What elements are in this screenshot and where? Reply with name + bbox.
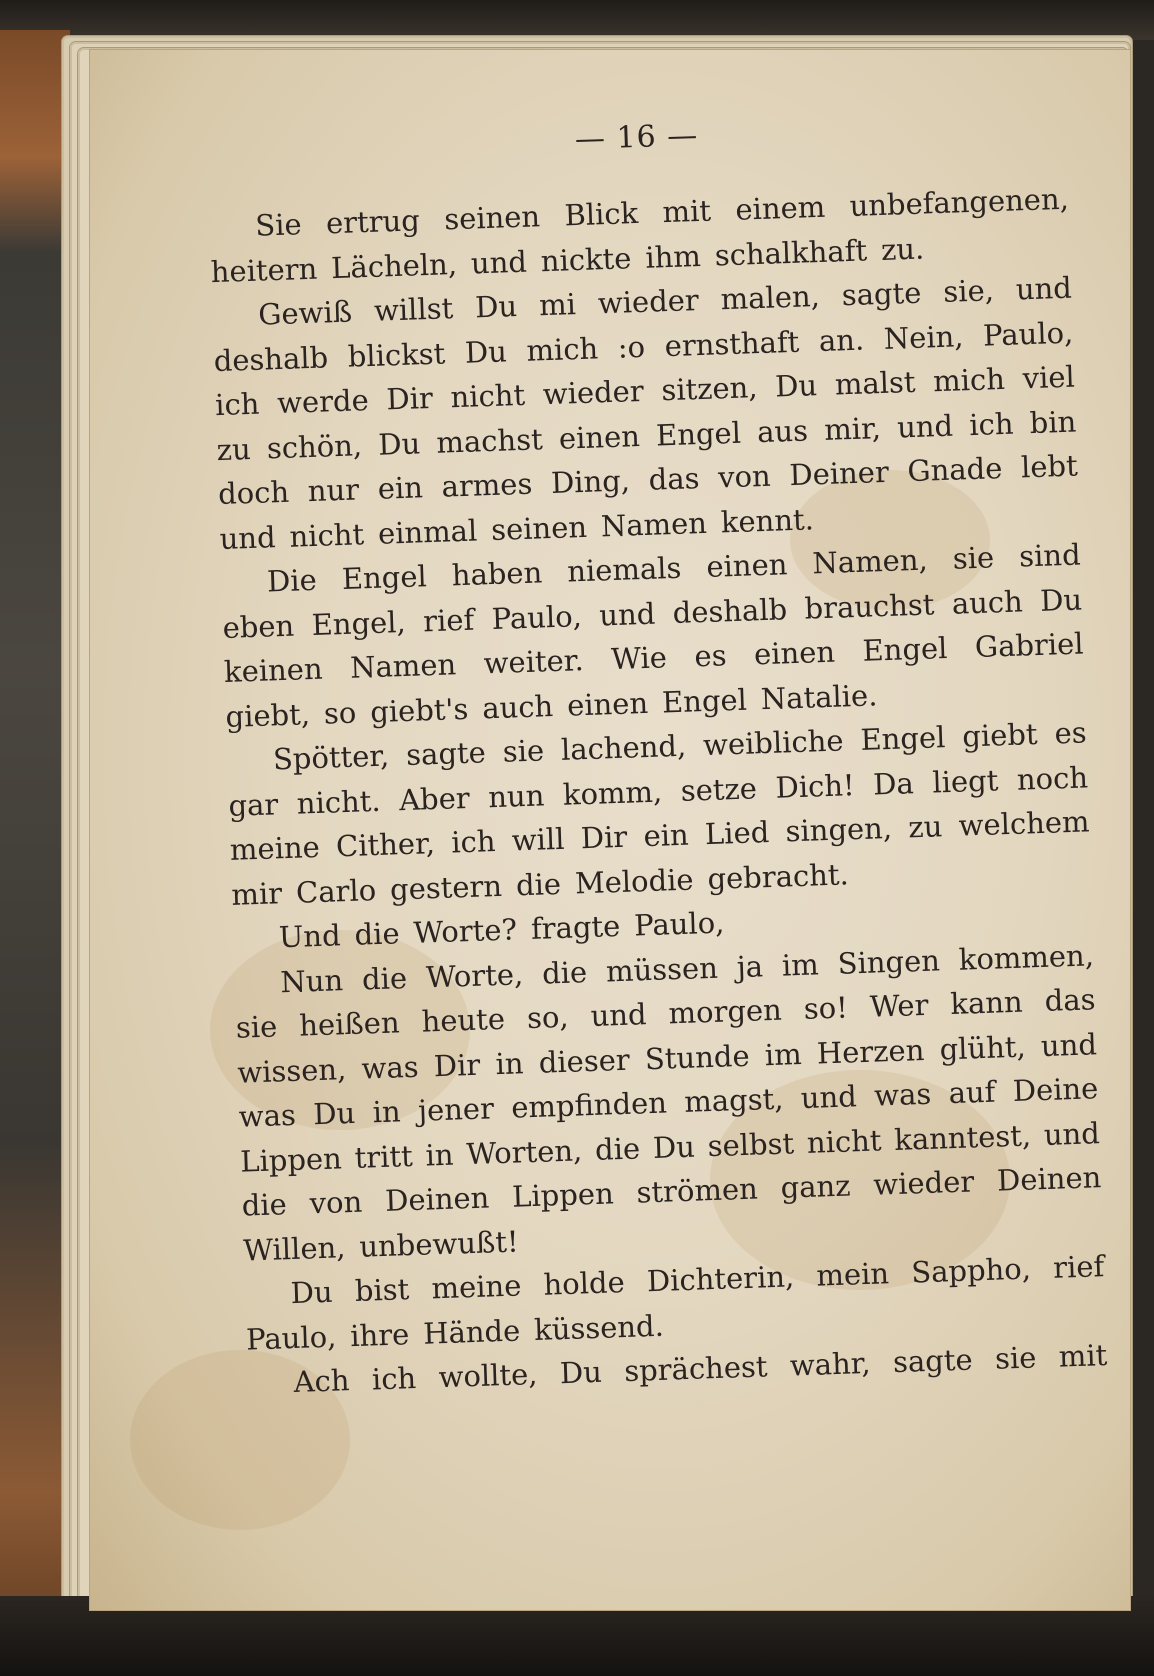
word: Paulo, bbox=[245, 1319, 337, 1357]
word: meine bbox=[430, 1268, 522, 1306]
word: Wer bbox=[869, 987, 929, 1024]
word: ein bbox=[642, 817, 690, 854]
word: Da bbox=[872, 765, 915, 801]
word: giebt, bbox=[224, 696, 311, 734]
word: mein bbox=[815, 1256, 890, 1293]
word: im bbox=[781, 946, 820, 983]
word: will bbox=[511, 821, 565, 858]
word: die bbox=[594, 1130, 641, 1167]
word: die bbox=[515, 866, 562, 902]
word: tritt bbox=[354, 1138, 414, 1175]
word: nicht bbox=[449, 377, 526, 415]
word: ernsthaft bbox=[664, 324, 800, 363]
word: Deiner bbox=[788, 454, 890, 493]
word: kanntest, bbox=[893, 1117, 1032, 1157]
word: Die bbox=[266, 562, 318, 599]
word: Dir bbox=[433, 1047, 481, 1083]
word: Engel, bbox=[311, 604, 407, 642]
word: sind bbox=[1018, 537, 1082, 574]
word: lebt bbox=[1020, 448, 1079, 485]
word: Worten, bbox=[465, 1132, 583, 1171]
word: selbst bbox=[707, 1125, 795, 1163]
word: im bbox=[764, 1036, 803, 1072]
word: bin bbox=[1029, 404, 1077, 440]
word: sitzen, bbox=[660, 370, 759, 408]
word: Namen bbox=[349, 647, 457, 685]
word: einen bbox=[566, 685, 649, 723]
word: Du bbox=[652, 1129, 696, 1165]
word: sagte bbox=[405, 735, 487, 772]
word: in bbox=[372, 1094, 402, 1130]
word: Deinen bbox=[384, 1180, 490, 1218]
word: Paulo, bbox=[633, 905, 725, 943]
word: liegt bbox=[931, 762, 999, 800]
word: Natalie. bbox=[760, 677, 878, 716]
word: das bbox=[1044, 982, 1096, 1018]
word: mit bbox=[662, 193, 712, 230]
word: magst, bbox=[683, 1081, 784, 1119]
word: Spötter, bbox=[272, 738, 390, 777]
word: schön, bbox=[266, 427, 363, 465]
word: einmal bbox=[377, 513, 478, 551]
word: Und bbox=[278, 918, 342, 955]
word: und bbox=[598, 596, 656, 632]
word: Hände bbox=[422, 1313, 521, 1351]
word: ich bbox=[371, 1360, 417, 1397]
word: von bbox=[309, 1184, 363, 1221]
word: Melodie bbox=[574, 862, 695, 900]
word: von bbox=[717, 458, 772, 495]
word: gebracht. bbox=[706, 856, 850, 896]
word: mir, bbox=[823, 410, 882, 447]
word: sagte bbox=[892, 1342, 974, 1380]
word: kennt. bbox=[720, 501, 815, 539]
word: giebt's bbox=[369, 691, 469, 729]
word: heißen bbox=[298, 1005, 401, 1043]
word: Engel bbox=[661, 682, 748, 719]
word: brauchst bbox=[803, 586, 935, 626]
word: nur bbox=[307, 472, 360, 509]
word: es bbox=[1053, 715, 1088, 751]
word: sagte bbox=[841, 275, 922, 313]
word: Dir bbox=[580, 819, 628, 856]
page-number: — 16 — bbox=[574, 117, 699, 158]
word: weiter. bbox=[483, 643, 585, 681]
word: einen bbox=[753, 634, 836, 672]
word: Aber bbox=[398, 780, 471, 817]
word: und bbox=[1015, 270, 1073, 307]
word: Dich! bbox=[774, 767, 856, 805]
text-lines bbox=[209, 177, 1108, 1406]
word: kann bbox=[949, 984, 1024, 1022]
word: Engel bbox=[859, 720, 946, 757]
word: Du bbox=[377, 425, 421, 462]
word: Du bbox=[559, 1354, 603, 1391]
word: Nun bbox=[279, 962, 344, 999]
word: bist bbox=[354, 1272, 410, 1308]
word: Engel bbox=[655, 415, 742, 452]
word: morgen bbox=[668, 992, 783, 1031]
word: gestern bbox=[389, 868, 503, 907]
word: sie bbox=[235, 1009, 278, 1045]
word: sie, bbox=[942, 273, 995, 309]
word: blickst bbox=[347, 335, 446, 374]
word: werde bbox=[276, 383, 370, 421]
word: seinen bbox=[443, 199, 541, 237]
word: Dir bbox=[385, 380, 434, 417]
word: haben bbox=[451, 555, 543, 593]
word: Dichterin, bbox=[646, 1259, 795, 1299]
word: wieder bbox=[597, 283, 700, 321]
word: Namen bbox=[600, 505, 708, 543]
word: auf bbox=[948, 1074, 996, 1111]
word: und bbox=[1040, 1026, 1098, 1063]
word: jener bbox=[417, 1091, 495, 1128]
word: das bbox=[648, 461, 700, 497]
word: ich bbox=[450, 824, 496, 860]
word: :o bbox=[617, 329, 646, 365]
word: holde bbox=[542, 1265, 626, 1302]
word: Lächeln, bbox=[330, 246, 458, 285]
word: Cither, bbox=[335, 826, 436, 864]
word: Lippen bbox=[239, 1140, 343, 1179]
word: Gewiß bbox=[257, 294, 353, 332]
word: in bbox=[494, 1045, 525, 1081]
word: Paulo, bbox=[491, 598, 583, 636]
word: willst bbox=[373, 291, 454, 328]
word: so! bbox=[803, 990, 849, 1026]
word: Gnade bbox=[906, 451, 1003, 489]
word: ja bbox=[736, 948, 764, 984]
word: zu bbox=[216, 431, 252, 467]
word: ich bbox=[968, 406, 1015, 442]
book-cover-top-edge bbox=[0, 0, 1154, 40]
word: glüht, bbox=[939, 1029, 1027, 1066]
word: einen bbox=[705, 547, 788, 584]
word: ich bbox=[214, 386, 260, 423]
word: wahr, bbox=[789, 1345, 872, 1383]
word: nun bbox=[487, 777, 545, 814]
word: keinen bbox=[223, 651, 324, 689]
word: Blick bbox=[563, 195, 639, 233]
word: gar bbox=[227, 786, 279, 823]
word: schalkhaft bbox=[714, 232, 868, 272]
word: mir bbox=[230, 875, 283, 912]
word: deshalb bbox=[213, 339, 329, 378]
word: was bbox=[238, 1097, 297, 1134]
word: deshalb bbox=[672, 591, 788, 630]
word: nicht. bbox=[296, 783, 382, 821]
page-text bbox=[206, 106, 1108, 1406]
word: Ach bbox=[293, 1363, 351, 1400]
word: ihre bbox=[349, 1316, 410, 1353]
word: wieder bbox=[542, 373, 645, 412]
word: Du bbox=[474, 289, 518, 325]
word: Deinen bbox=[996, 1160, 1102, 1198]
word: Wie bbox=[610, 640, 668, 677]
word: einen bbox=[558, 418, 641, 456]
word: Willen, bbox=[242, 1229, 346, 1268]
word: die bbox=[541, 954, 588, 991]
word: Engel bbox=[862, 630, 948, 668]
word: mi bbox=[538, 287, 577, 323]
word: und bbox=[896, 408, 954, 445]
word: müssen bbox=[605, 950, 719, 988]
word: Gabriel bbox=[974, 626, 1085, 665]
word: ertrug bbox=[325, 203, 421, 241]
word: heute bbox=[421, 1001, 506, 1039]
word: wollte, bbox=[438, 1356, 539, 1395]
word: und bbox=[470, 244, 528, 281]
word: in bbox=[424, 1137, 455, 1173]
word: komm, bbox=[562, 774, 663, 812]
word: mich bbox=[525, 330, 599, 368]
word: armes bbox=[441, 466, 533, 504]
word: Lied bbox=[704, 814, 770, 852]
book-page bbox=[90, 50, 1130, 1610]
word: lachend, bbox=[560, 728, 687, 767]
word: Singen bbox=[837, 942, 941, 981]
word: Nein, bbox=[883, 318, 964, 356]
word: unbefangenen, bbox=[849, 181, 1070, 223]
word: rief bbox=[422, 602, 475, 638]
word: setze bbox=[680, 770, 758, 808]
word: doch bbox=[217, 474, 290, 512]
word: empfinden bbox=[510, 1085, 668, 1125]
word: kommen, bbox=[958, 937, 1095, 977]
word: Stunde bbox=[644, 1038, 751, 1076]
word: heitern bbox=[210, 251, 318, 289]
word: was bbox=[360, 1049, 420, 1086]
word: und bbox=[219, 519, 277, 556]
word: so, bbox=[526, 999, 570, 1036]
word: strömen bbox=[636, 1171, 759, 1210]
word: Worte, bbox=[425, 956, 524, 994]
word: machst bbox=[435, 421, 544, 460]
word: Du bbox=[464, 333, 508, 370]
word: auch bbox=[481, 688, 554, 725]
word: meine bbox=[229, 829, 321, 867]
word: küssend. bbox=[533, 1308, 665, 1347]
word: Herzen bbox=[816, 1032, 925, 1071]
word: ganz bbox=[780, 1168, 851, 1205]
word: nicht bbox=[288, 516, 365, 554]
word: sprächest bbox=[623, 1349, 769, 1389]
word: was bbox=[873, 1076, 932, 1113]
word: Lippen bbox=[511, 1176, 615, 1214]
word: Sie bbox=[254, 207, 303, 243]
word: und bbox=[590, 997, 648, 1033]
word: Paulo, bbox=[982, 315, 1074, 353]
word: zu. bbox=[880, 231, 925, 267]
word: wieder bbox=[872, 1164, 975, 1202]
word: sie bbox=[994, 1340, 1037, 1376]
word: fragte bbox=[530, 908, 621, 946]
word: es bbox=[693, 638, 728, 674]
word: viel bbox=[1022, 359, 1076, 396]
word: malen, bbox=[720, 279, 821, 317]
word: wissen, bbox=[236, 1051, 347, 1090]
word: die bbox=[361, 960, 408, 997]
word: dieser bbox=[538, 1042, 631, 1080]
word: und bbox=[1043, 1115, 1101, 1152]
word: sie bbox=[952, 540, 995, 576]
word: die bbox=[241, 1187, 288, 1223]
word: Worte? bbox=[412, 912, 518, 950]
word: sie bbox=[502, 733, 545, 769]
word: so bbox=[323, 695, 357, 731]
word: Du bbox=[312, 1095, 356, 1132]
word: und bbox=[800, 1079, 858, 1116]
word: eben bbox=[222, 608, 295, 645]
word: rief bbox=[1052, 1249, 1105, 1285]
word: Carlo bbox=[295, 872, 377, 910]
word: die bbox=[353, 916, 401, 952]
word: an. bbox=[818, 322, 865, 358]
word: Du bbox=[1039, 581, 1083, 618]
word: zu bbox=[907, 809, 943, 845]
word: seinen bbox=[490, 509, 588, 547]
word: weibliche bbox=[702, 723, 845, 763]
word: Deine bbox=[1012, 1071, 1099, 1109]
word: ein bbox=[377, 470, 424, 506]
word: Du bbox=[774, 368, 818, 404]
word: noch bbox=[1016, 759, 1089, 797]
word: mich bbox=[932, 361, 1006, 399]
word: auch bbox=[951, 583, 1024, 621]
word: singen, bbox=[785, 810, 893, 849]
word: Du bbox=[290, 1274, 334, 1311]
word: ihm bbox=[644, 238, 702, 275]
word: mit bbox=[1058, 1338, 1108, 1374]
word: nicht bbox=[806, 1122, 882, 1160]
word: nickte bbox=[540, 240, 632, 278]
word: Engel bbox=[341, 559, 428, 596]
word: giebt bbox=[961, 717, 1039, 754]
word: einem bbox=[734, 189, 826, 227]
word: unbewußt! bbox=[358, 1224, 520, 1264]
word: welchem bbox=[958, 804, 1091, 843]
word: niemals bbox=[566, 550, 682, 589]
word: malst bbox=[834, 364, 917, 402]
word: aus bbox=[756, 412, 809, 449]
worn-spine-edge bbox=[0, 30, 70, 1620]
word: Namen, bbox=[811, 542, 929, 581]
word: Ding, bbox=[550, 463, 631, 501]
word: Sappho, bbox=[910, 1251, 1032, 1290]
